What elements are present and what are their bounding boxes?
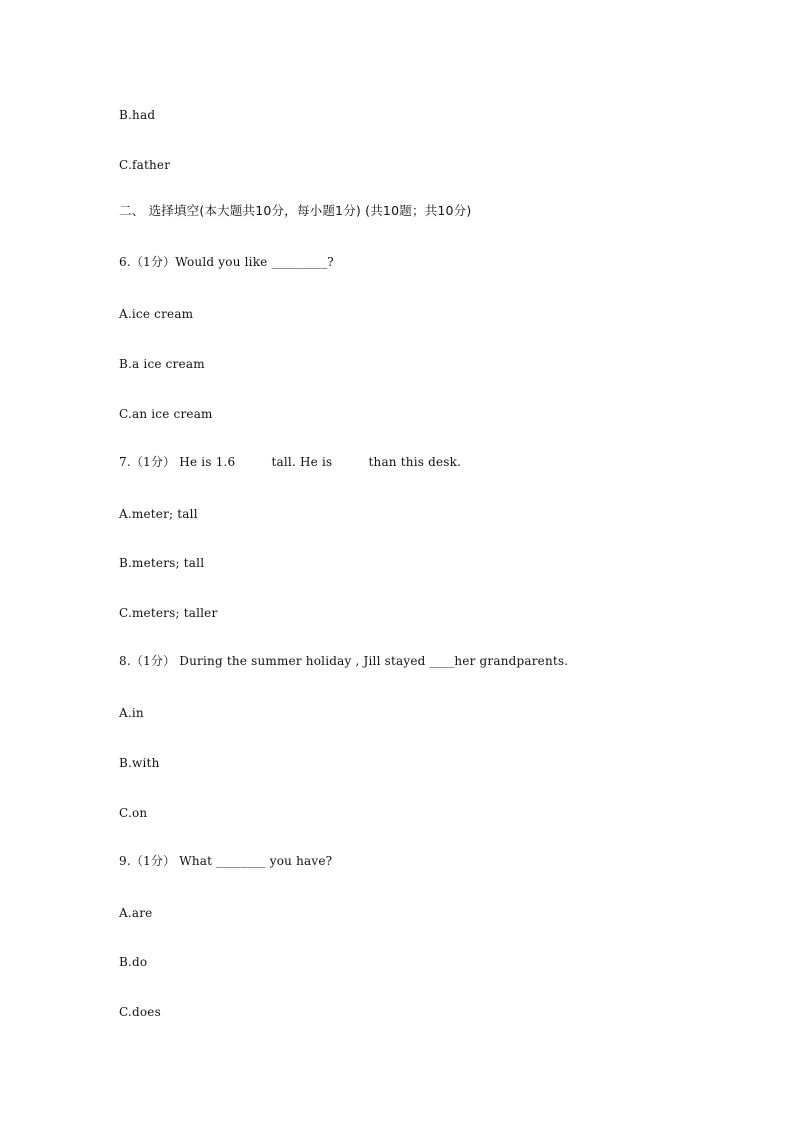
q8-option-b: B.with	[119, 756, 160, 770]
q7-option-c: C.meters; taller	[119, 606, 218, 620]
q7-option-a: A.meter; tall	[119, 507, 198, 521]
q5-option-c: C.father	[119, 158, 171, 172]
q7-option-b: B.meters; tall	[119, 556, 205, 570]
q5-option-b: B.had	[119, 108, 156, 122]
question-7: 7.（1分） He is 1.6 tall. He is than this desk.	[119, 455, 462, 469]
section-heading: 二、 选择填空(本大题共10分，每小题1分) (共10题；共10分)	[119, 203, 472, 218]
q9-option-a: A.are	[119, 906, 153, 920]
q6-option-b: B.a ice cream	[119, 357, 205, 371]
q9-option-b: B.do	[119, 955, 148, 969]
question-9: 9.（1分） What ________ you have?	[119, 854, 333, 868]
q6-option-a: A.ice cream	[119, 307, 194, 321]
q6-option-c: C.an ice cream	[119, 407, 213, 421]
question-8: 8.（1分） During the summer holiday , Jill stayed ____her grandparents.	[119, 654, 569, 668]
question-6: 6.（1分）Would you like _________?	[119, 255, 334, 269]
q8-option-c: C.on	[119, 806, 148, 820]
q8-option-a: A.in	[119, 706, 144, 720]
q9-option-c: C.does	[119, 1005, 161, 1019]
